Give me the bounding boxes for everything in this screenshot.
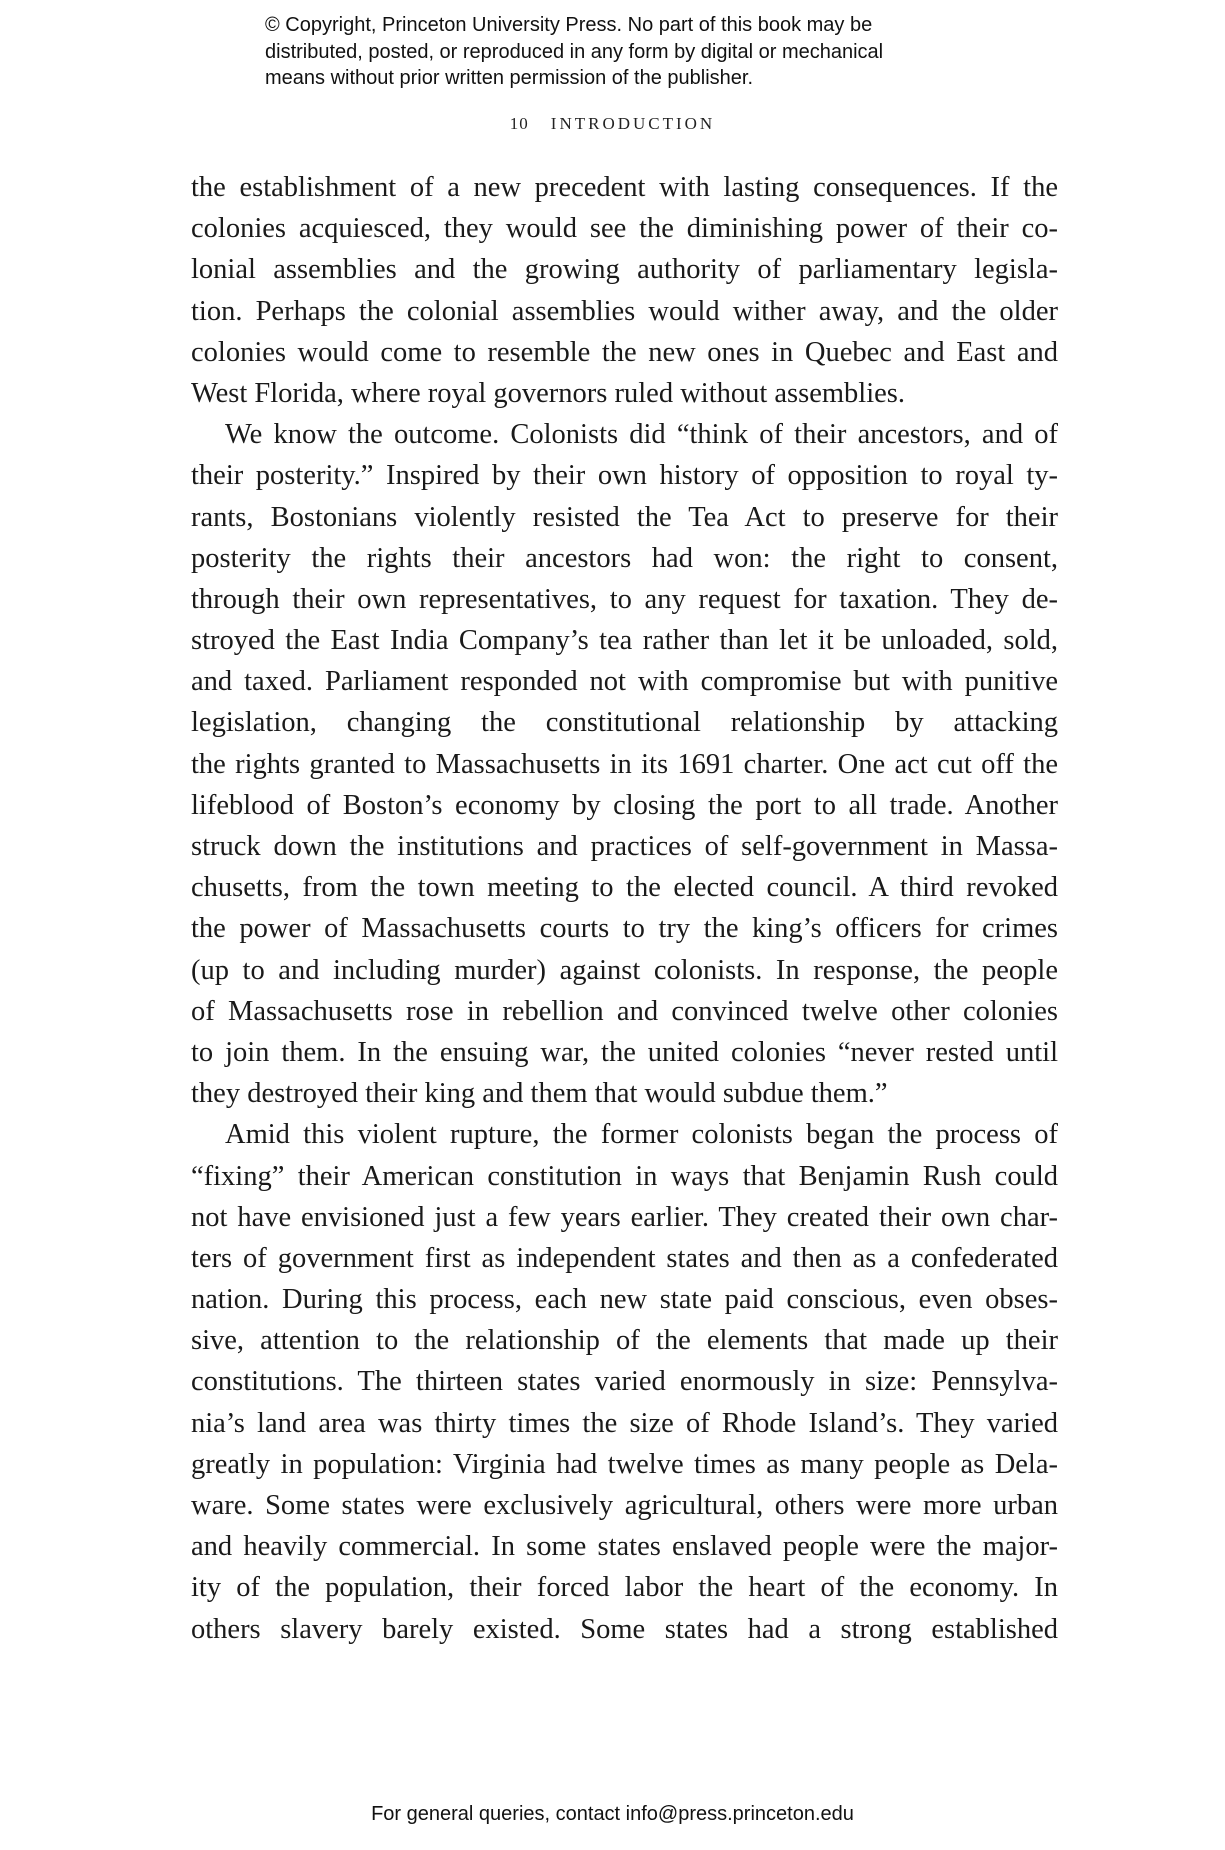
text-line: stroyed the East India Company’s tea rather than let it be unloaded, sold,: [191, 625, 1058, 657]
footer-contact: For general queries, contact info@press.princeton.edu: [371, 1803, 854, 1825]
text-line: and heavily commercial. In some states enslaved people were the major-: [191, 1531, 1058, 1563]
running-head: [0, 114, 1225, 134]
text-line: colonies would come to resemble the new ones in Quebec and East and: [191, 336, 1058, 368]
text-line: sive, attention to the relationship of the elements that made up their: [191, 1325, 1058, 1357]
text-line: the establishment of a new precedent with lasting consequences. If the: [191, 172, 1058, 203]
text-line: struck down the institutions and practices of self-government in Massa-: [191, 831, 1058, 862]
text-line: (up to and including murder) against colonists. In response, the people: [191, 954, 1058, 986]
text-line: “fixing” their American constitution in ways that Benjamin Rush could: [191, 1160, 1058, 1192]
copyright-notice: [265, 12, 883, 92]
text-line: lifeblood of Boston’s economy by closing the port to all trade. Another: [191, 789, 1058, 821]
text-line: nia’s land area was thirty times the size of Rhode Island’s. They varied: [191, 1407, 1058, 1439]
copyright-line: distributed, posted, or reproduced in any form by digital or mechanical: [265, 40, 884, 63]
copyright-line: means without prior written permission of the publisher.: [265, 67, 754, 89]
chapter-title: INTRODUCTION: [550, 114, 716, 133]
text-line: nation. During this process, each new state paid conscious, even obses-: [191, 1284, 1058, 1316]
text-line: to join them. In the ensuing war, the united colonies “never rested until: [191, 1036, 1058, 1068]
text-line: posterity the rights their ancestors had won: the right to consent,: [191, 542, 1058, 574]
text-line: greatly in population: Virginia had twelve times as many people as Dela-: [191, 1448, 1058, 1480]
text-line: chusetts, from the town meeting to the elected council. A third revoked: [191, 872, 1058, 904]
text-line: their posterity.” Inspired by their own history of opposition to royal ty-: [191, 460, 1058, 492]
text-line: constitutions. The thirteen states varied enormously in size: Pennsylva-: [191, 1366, 1058, 1398]
text-line: not have envisioned just a few years earlier. They created their own char-: [191, 1201, 1058, 1233]
page-number: 10: [509, 114, 529, 133]
text-line: ity of the population, their forced labor the heart of the economy. In: [191, 1572, 1058, 1604]
text-line: West Florida, where royal governors ruled without assemblies.: [191, 377, 906, 409]
text-line: ters of government first as independent states and then as a confederated: [191, 1242, 1058, 1274]
text-line: lonial assemblies and the growing authority of parliamentary legisla-: [191, 254, 1058, 286]
text-line: the rights granted to Massachusetts in its 1691 charter. One act cut off the: [191, 748, 1058, 780]
text-line: of Massachusetts rose in rebellion and convinced twelve other colonies: [191, 995, 1058, 1027]
text-line: ware. Some states were exclusively agricultural, others were more urban: [191, 1490, 1058, 1521]
text-line: others slavery barely existed. Some states had a strong established: [191, 1613, 1058, 1645]
text-line: tion. Perhaps the colonial assemblies would wither away, and the older: [191, 295, 1058, 327]
copyright-line: © Copyright, Princeton University Press. No part of this book may be: [265, 14, 873, 36]
text-line: rants, Bostonians violently resisted the Tea Act to preserve for their: [191, 501, 1058, 533]
text-line: through their own representatives, to any request for taxation. They de-: [191, 583, 1058, 615]
text-line: and taxed. Parliament responded not with compromise but with punitive: [191, 666, 1058, 698]
text-line: the power of Massachusetts courts to try the king’s officers for crimes: [191, 913, 1058, 945]
text-line: colonies acquiesced, they would see the diminishing power of their co-: [191, 213, 1058, 245]
text-line: We know the outcome. Colonists did “think of their ancestors, and of: [225, 419, 1058, 451]
body-text: [191, 167, 1058, 1650]
text-line: Amid this violent rupture, the former colonists began the process of: [225, 1119, 1058, 1151]
text-line: they destroyed their king and them that would subdue them.”: [191, 1078, 888, 1110]
text-line: legislation, changing the constitutional relationship by attacking: [191, 707, 1058, 739]
